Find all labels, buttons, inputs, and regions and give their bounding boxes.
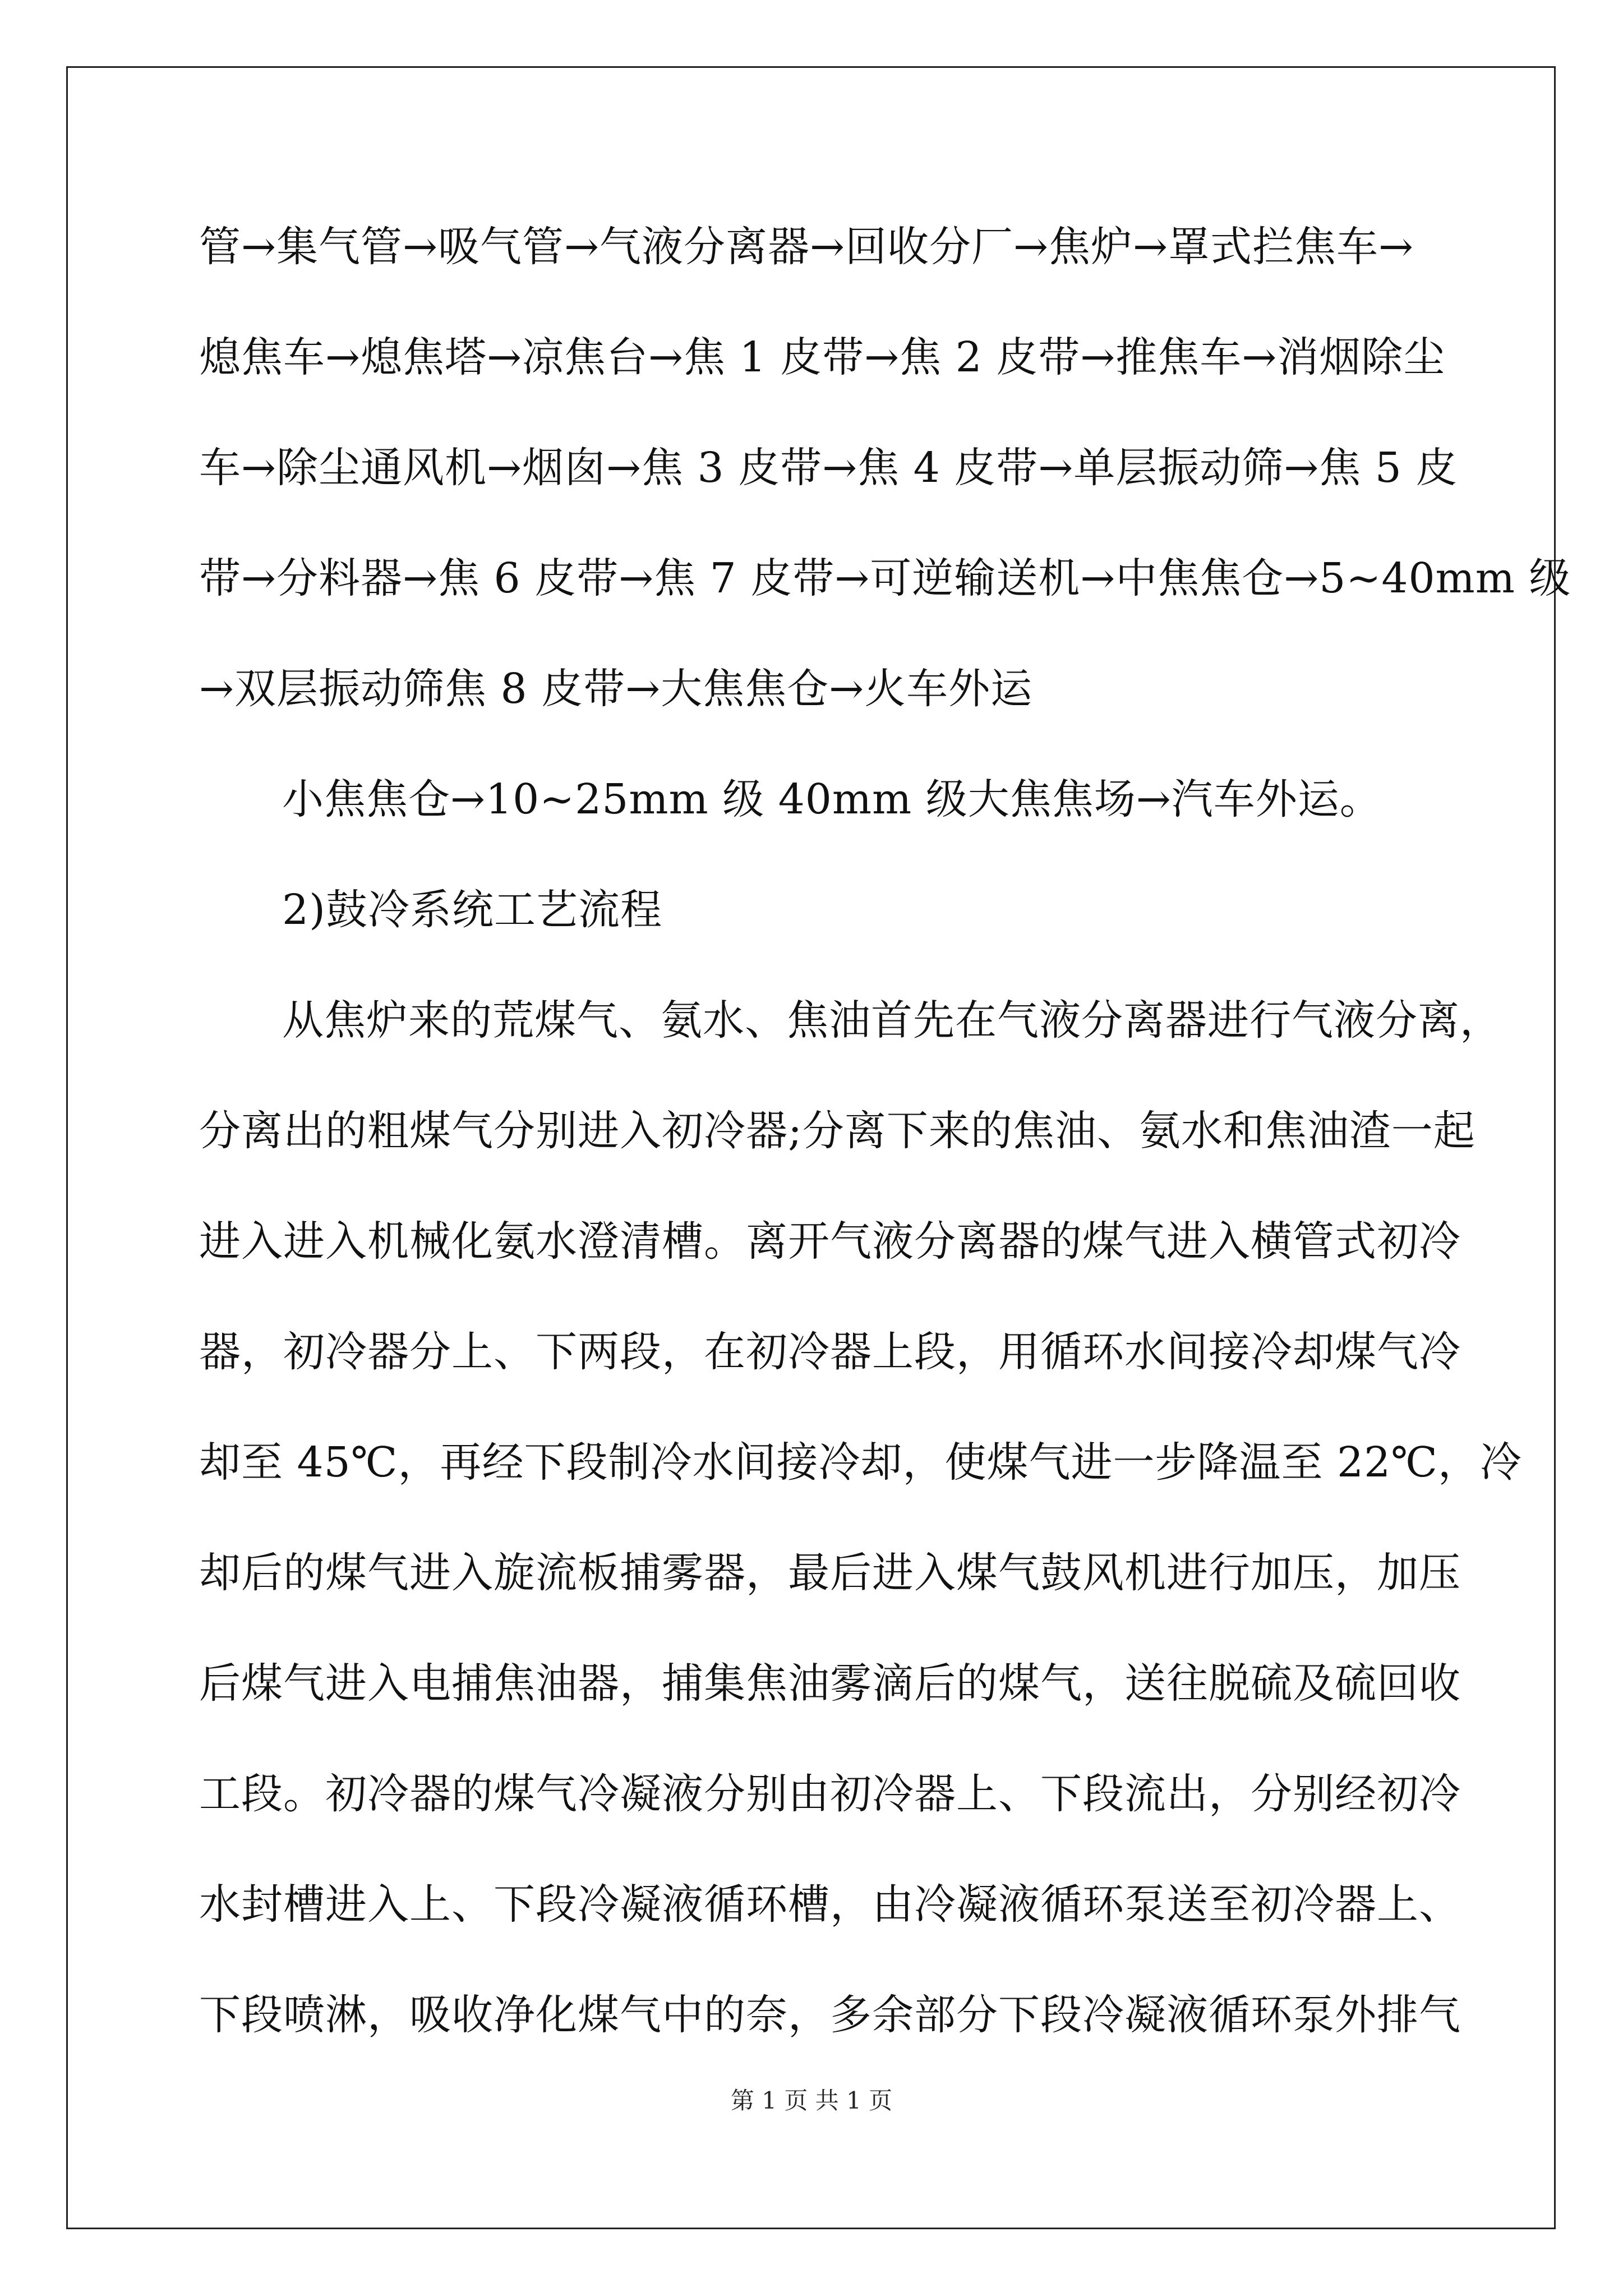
section-heading: 2)鼓冷系统工艺流程 [282, 886, 662, 934]
text-line: →双层振动筛焦 8 皮带→大焦焦仓→火车外运 [199, 665, 1033, 713]
text-line: 管→集气管→吸气管→气液分离器→回收分厂→焦炉→罩式拦焦车→ [199, 223, 1414, 271]
text-line: 从焦炉来的荒煤气、氨水、焦油首先在气液分离器进行气液分离， [282, 996, 1502, 1045]
text-line: 车→除尘通风机→烟囱→焦 3 皮带→焦 4 皮带→单层振动筛→焦 5 皮 [199, 444, 1458, 492]
page-number-footer: 第 1 页 共 1 页 [730, 2087, 893, 2114]
text-line: 却至 45℃，再经下段制冷水间接冷却，使煤气进一步降温至 22℃，冷 [199, 1438, 1522, 1487]
text-line: 工段。初冷器的煤气冷凝液分别由初冷器上、下段流出，分别经初冷 [199, 1770, 1461, 1818]
text-line: 进入进入机械化氨水澄清槽。离开气液分离器的煤气进入横管式初冷 [199, 1217, 1461, 1266]
text-line: 分离出的粗煤气分别进入初冷器;分离下来的焦油、氨水和焦油渣一起 [199, 1107, 1476, 1155]
text-line: 带→分料器→焦 6 皮带→焦 7 皮带→可逆输送机→中焦焦仓→5~40mm 级 [199, 554, 1571, 602]
text-line: 小焦焦仓→10~25mm 级 40mm 级大焦焦场→汽车外运。 [282, 775, 1382, 823]
text-line: 下段喷淋，吸收净化煤气中的奈，多余部分下段冷凝液循环泵外排气 [199, 1991, 1461, 2039]
text-line: 熄焦车→熄焦塔→凉焦台→焦 1 皮带→焦 2 皮带→推焦车→消烟除尘 [199, 333, 1446, 381]
text-line: 器，初冷器分上、下两段，在初冷器上段，用循环水间接冷却煤气冷 [199, 1328, 1461, 1376]
text-line: 却后的煤气进入旋流板捕雾器，最后进入煤气鼓风机进行加压，加压 [199, 1549, 1461, 1597]
text-line: 后煤气进入电捕焦油器，捕集焦油雾滴后的煤气，送往脱硫及硫回收 [199, 1659, 1461, 1708]
text-line: 水封槽进入上、下段冷凝液循环槽，由冷凝液循环泵送至初冷器上、 [199, 1880, 1461, 1929]
